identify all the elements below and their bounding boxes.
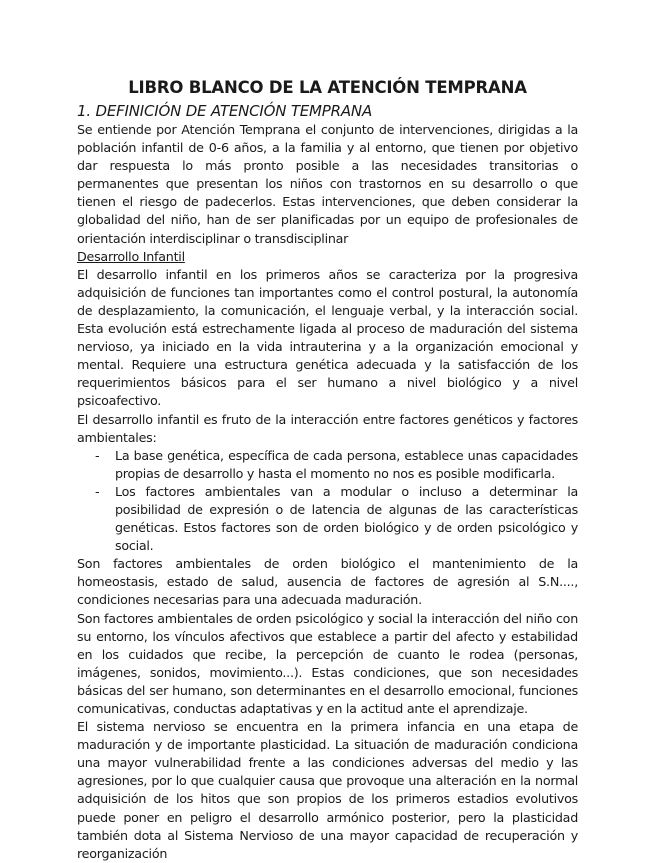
paragraph-factores-psicologicos: Son factores ambientales de orden psicológico y social la interacción del niño con su entorno, los vínculos afectivos que establece a partir del afecto y estabilidad en los cuidados que recibe, la percepción de cuanto le rodea (personas, imágenes, sonidos, movimiento...). Estas condiciones, que son necesidades básicas del ser humano, son determinantes en el desarrollo emocional, funciones comunicativas, conductas adaptativas y en la actitud ante el aprendizaje.: [77, 610, 578, 716]
paragraph-sistema-nervioso: El sistema nervioso se encuentra en la primera infancia en una etapa de maduración y de importante plasticidad. La situación de maduración condiciona una mayor vulnerabilidad frente a las condiciones adversas del medio y las agresiones, por lo que cualquier causa que provoque una alteración en la normal adquisición de los hitos que son propios de los primeros estadios evolutivos puede poner en peligro el desarrollo armónico posterior, pero la plasticidad también dota al Sistema Nervioso de una mayor capacidad de recuperación y reorganización: [77, 719, 578, 861]
list-item: - Los factores ambientales van a modular o incluso a determinar la posibilidad de expresión o de latencia de algunas de las características genéticas. Estos factores son de orden biológico y de orden psicológico y social.: [115, 483, 578, 555]
paragraph-factores-biologicos: Son factores ambientales de orden biológico el mantenimiento de la homeostasis, estado de salud, ausencia de factores de agresión al S.N...., condiciones necesarias para una adecuada maduración.: [77, 556, 578, 608]
paragraph-factores-intro: El desarrollo infantil es fruto de la interacción entre factores genéticos y factores ambientales:: [77, 411, 578, 445]
paragraph-desarrollo: El desarrollo infantil en los primeros años se caracteriza por la progresiva adquisición de funciones tan importantes como el control postural, la autonomía de desplazamiento, la comunicación, el lenguaje verbal, y la interacción social. Esta evolución está estrechamente ligada al proceso de maduración del sistema nervioso, ya iniciado en la vida intrauterina y a la organización emocional y mental. Requiere una estructura genética adecuada y la satisfacción de los requerimientos básicos para el ser humano a nivel biológico y a nivel psicoafectivo.: [77, 266, 578, 409]
subheading-desarrollo-infantil: Desarrollo Infantil: [77, 248, 185, 264]
paragraph-definition: Se entiende por Atención Temprana el conjunto de intervenciones, dirigidas a la población infantil de 0-6 años, a la familia y al entorno, que tienen por objetivo dar respuesta lo más pronto posible a las necesidades transitorias o permanentes que presentan los niños con trastornos en su desarrollo o que tienen el riesgo de padecerlos. Estas intervenciones, que deben considerar la globalidad del niño, han de ser planificadas por un equipo de profesionales de orientación interdisciplinar o transdisciplinar: [77, 122, 578, 246]
document-title: LIBRO BLANCO DE LA ATENCIÓN TEMPRANA: [128, 78, 527, 97]
list-item: - La base genética, específica de cada persona, establece unas capacidades propias de desarrollo y hasta el momento no nos es posible modificarla.: [115, 447, 578, 483]
factores-list: [77, 447, 578, 556]
document-body: [77, 101, 578, 863]
section-heading: 1. DEFINICIÓN DE ATENCIÓN TEMPRANA: [77, 102, 373, 120]
